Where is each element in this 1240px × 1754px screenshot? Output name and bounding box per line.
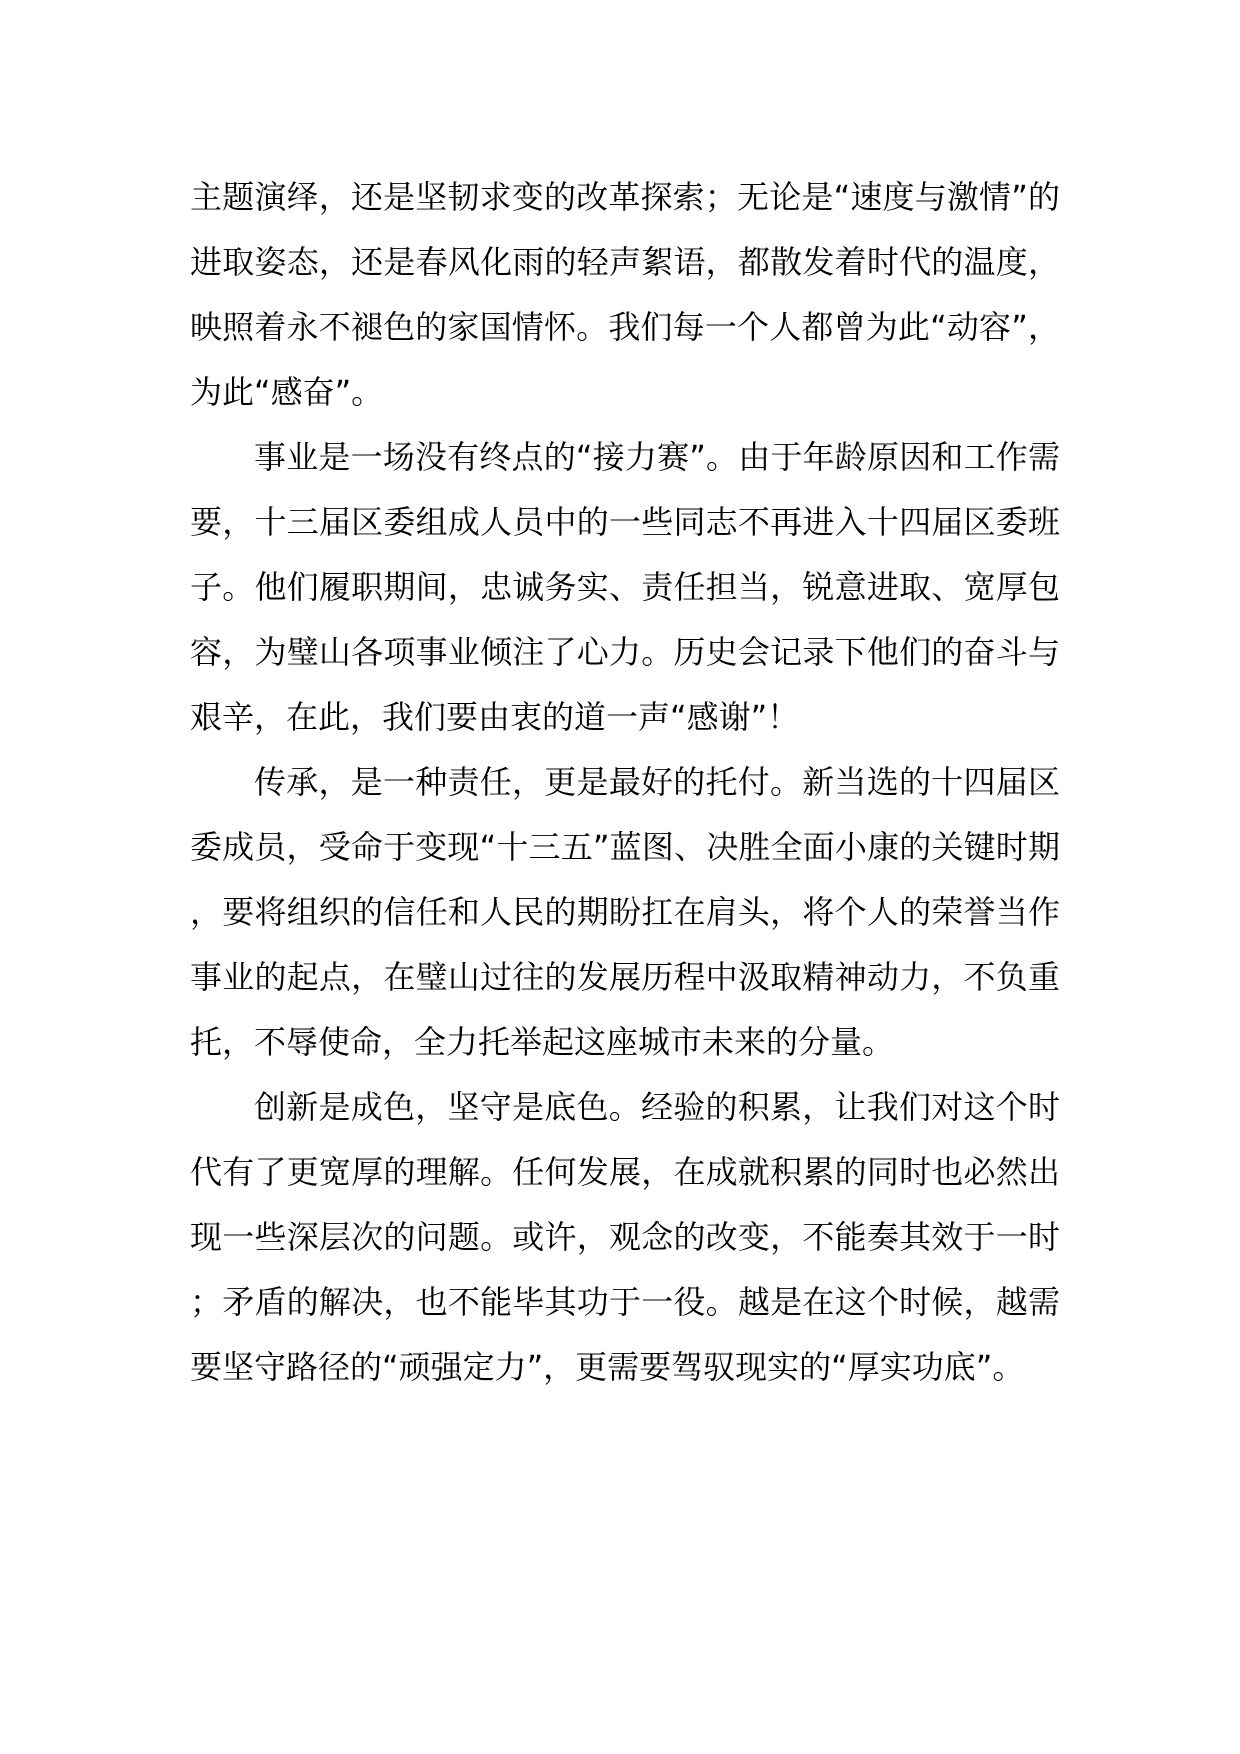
paragraph-relay-race: 事业是一场没有终点的“接力赛”。由于年龄原因和工作需要，十三届区委组成人员中的一些同志不再进入十四届区委班子。他们履职期间，忠诚务实、责任担当，锐意进取、宽厚包容，为璧山各项事业倾注了心力。历史会记录下他们的奋斗与艰辛，在此，我们要由衷的道一声“感谢”！: [190, 438, 1060, 736]
document-page: [190, 165, 1060, 1400]
paragraph-continued: 主题演绎，还是坚韧求变的改革探索；无论是“速度与激情”的进取姿态，还是春风化雨的轻声絮语，都散发着时代的温度，映照着永不褪色的家国情怀。我们每一个人都曾为此“动容”，为此“感奋”。: [190, 178, 1060, 411]
paragraph-inheritance: 传承，是一种责任，更是最好的托付。新当选的十四届区委成员，受命于变现“十三五”蓝图、决胜全面小康的关键时期，要将组织的信任和人民的期盼扛在肩头，将个人的荣誉当作事业的起点，在璧山过往的发展历程中汲取精神动力，不负重托，不辱使命，全力托举起这座城市未来的分量。: [190, 763, 1060, 1061]
paragraph-innovation: 创新是成色，坚守是底色。经验的积累，让我们对这个时代有了更宽厚的理解。任何发展，在成就积累的同时也必然出现一些深层次的问题。或许，观念的改变，不能奏其效于一时；矛盾的解决，也不能毕其功于一役。越是在这个时候，越需要坚守路径的“顽强定力”，更需要驾驭现实的“厚实功底”。: [190, 1088, 1060, 1386]
